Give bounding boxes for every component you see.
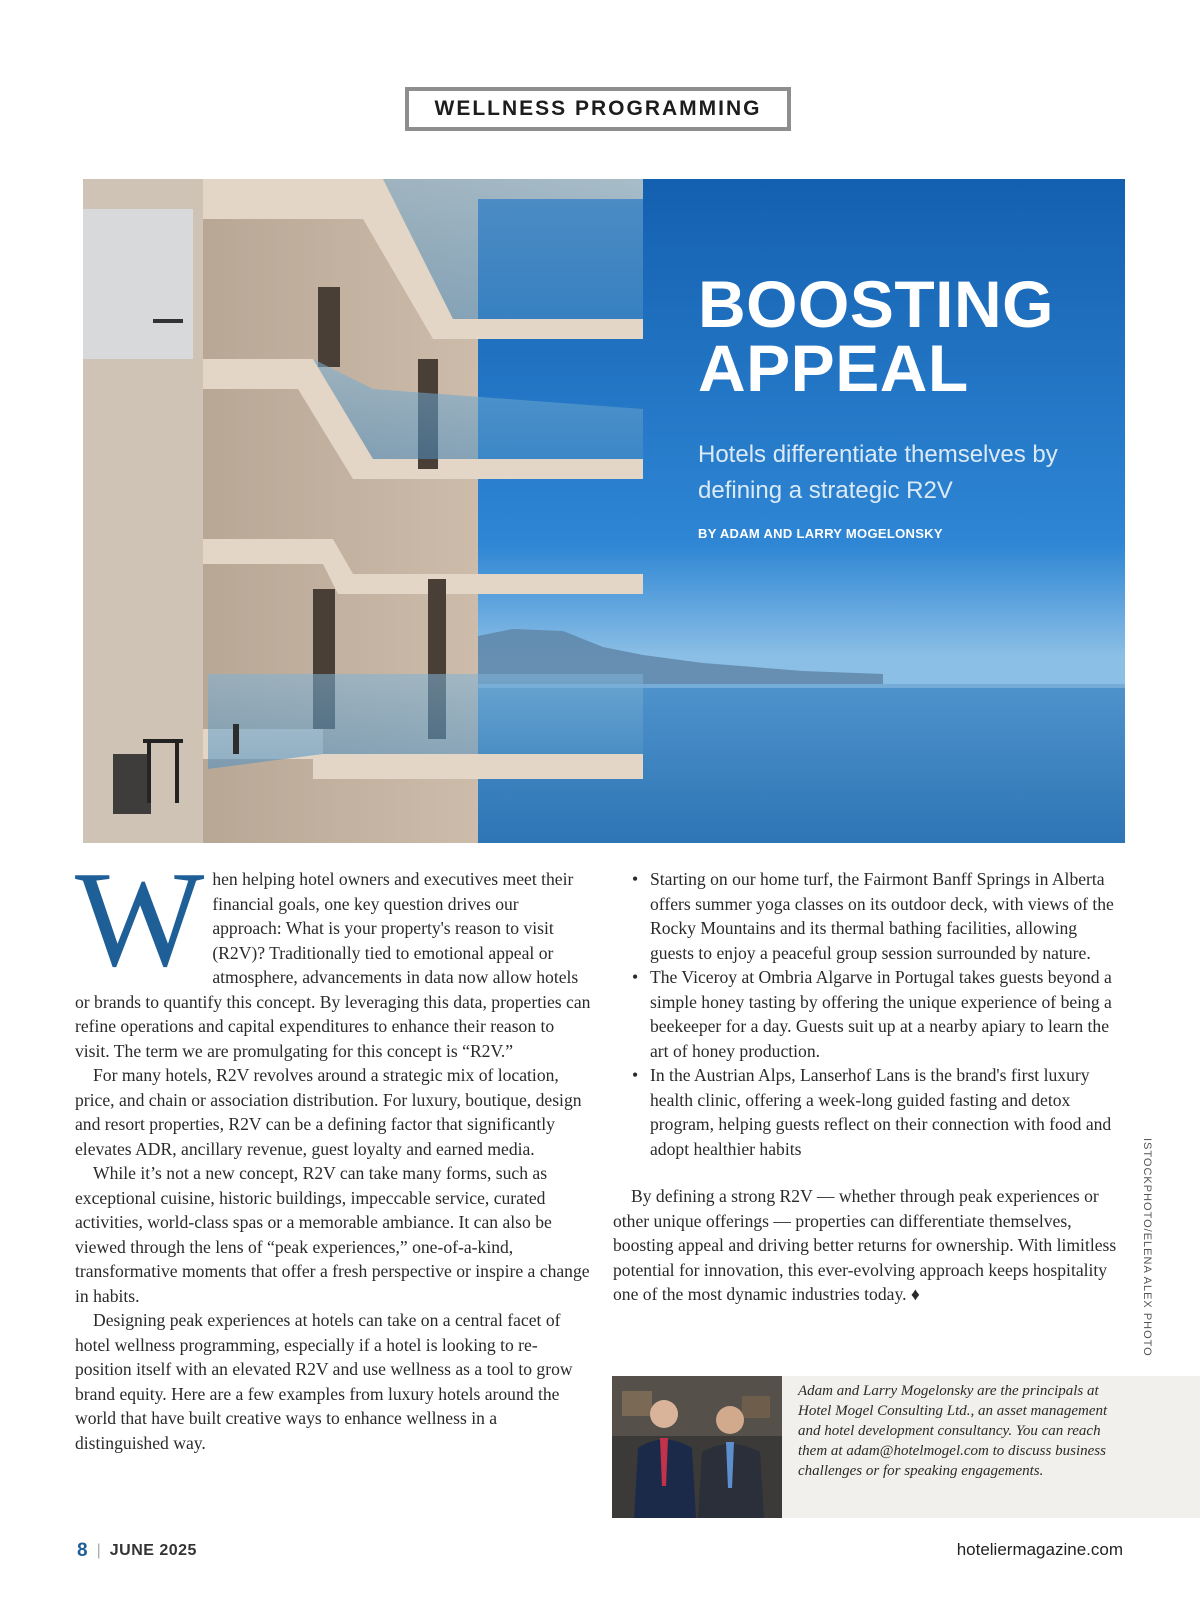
bullet-icon: •	[632, 1065, 639, 1085]
article-column-right	[613, 867, 1123, 1307]
author-box	[612, 1376, 1200, 1518]
section-label: WELLNESS PROGRAMMING	[405, 87, 791, 131]
paragraph-3: While it’s not a new concept, R2V can take many forms, such as exceptional cuisine, historic buildings, impeccable service, curated activities, world-class spas or a memorable ambiance. It can also be viewed through the lens of “peak experiences,” one-of-a-kind, transformative moments that offer a fresh perspective or inspire a change in habits.	[75, 1163, 590, 1306]
hero-image	[83, 179, 1125, 843]
examples-list	[613, 867, 1123, 1161]
list-item-text: In the Austrian Alps, Lanserhof Lans is the brand's first luxury health clinic, offering a week-long guided fasting and detox program, helping guests reflect on their connection with food and adopt healthier habits	[650, 1065, 1112, 1159]
footer-separator: |	[96, 1542, 101, 1559]
paragraph-1-text: hen helping hotel owners and executives meet their financial goals, one key question drives our approach: What is your property's reason to visit (R2V)? Traditionally tied to emotional appeal or atmosphere, advancements in data now allow hotels or brands to quantify this concept. By leveraging this data, properties can refine operations and capital expenditures to enhance their reason to visit. The term we are promulgating for this concept is “R2V.”	[75, 869, 591, 1061]
website-link[interactable]: hoteliermagazine.com	[956, 1540, 1123, 1559]
issue-date: JUNE 2025	[109, 1542, 197, 1559]
bullet-icon: •	[632, 967, 639, 987]
paragraph-4: Designing peak experiences at hotels can take on a central facet of hotel wellness programming, especially if a hotel is looking to re-position itself with an elevated R2V and use wellness as a tool to grow brand equity. Here are a few examples from luxury hotels around the world that have built creative ways to enhance wellness in a distinguished way.	[75, 1310, 573, 1453]
list-item-text: Starting on our home turf, the Fairmont Banff Springs in Alberta offers summer yoga classes on its outdoor deck, with views of the Rocky Mountains and its thermal bathing facilities, allowing guests to enjoy a peaceful group session surrounded by nature.	[650, 869, 1114, 963]
title-line-2: APPEAL	[698, 331, 969, 405]
list-item	[613, 1063, 1123, 1161]
author-photo	[612, 1376, 782, 1518]
photo-credit: ISTOCKPHOTO/ELENA ALEX PHOTO	[1141, 1138, 1153, 1357]
page-number: 8	[77, 1540, 88, 1561]
title-line-1: BOOSTING	[698, 267, 1055, 341]
list-item	[613, 965, 1123, 1063]
article-subtitle: Hotels differentiate themselves by defining a strategic R2V	[698, 441, 1058, 504]
list-item	[613, 867, 1123, 965]
closing-paragraph: By defining a strong R2V — whether through peak experiences or other unique offerings — properties can differentiate themselves, boosting appeal and driving better returns for ownership. With limitless potential for innovation, this ever-evolving approach keeps hospitality one of the most dynamic industries today. ♦	[613, 1186, 1117, 1304]
bullet-icon: •	[632, 869, 639, 889]
author-bio: Adam and Larry Mogelonsky are the principals at Hotel Mogel Consulting Ltd., an asset management and hotel development consultancy. You can reach them at adam@hotelmogel.com to discuss business challenges or for speaking engagements.	[798, 1383, 1108, 1479]
article-title	[698, 267, 1055, 405]
list-item-text: The Viceroy at Ombria Algarve in Portugal takes guests beyond a simple honey tasting by offering the unique experience of being a beekeeper for a day. Guests suit up at a nearby apiary to learn the art of honey production.	[650, 967, 1112, 1061]
paragraph-2: For many hotels, R2V revolves around a strategic mix of location, price, and chain or association distribution. For luxury, boutique, design and resort properties, R2V can be a defining factor that significantly elevates ADR, ancillary revenue, guest loyalty and earned media.	[75, 1065, 582, 1159]
paragraph-1	[75, 843, 591, 1063]
article-column-left	[75, 843, 591, 1455]
footer-left	[77, 1540, 197, 1562]
drop-cap: W	[75, 843, 205, 995]
byline: BY ADAM AND LARRY MOGELONSKY	[698, 526, 943, 541]
